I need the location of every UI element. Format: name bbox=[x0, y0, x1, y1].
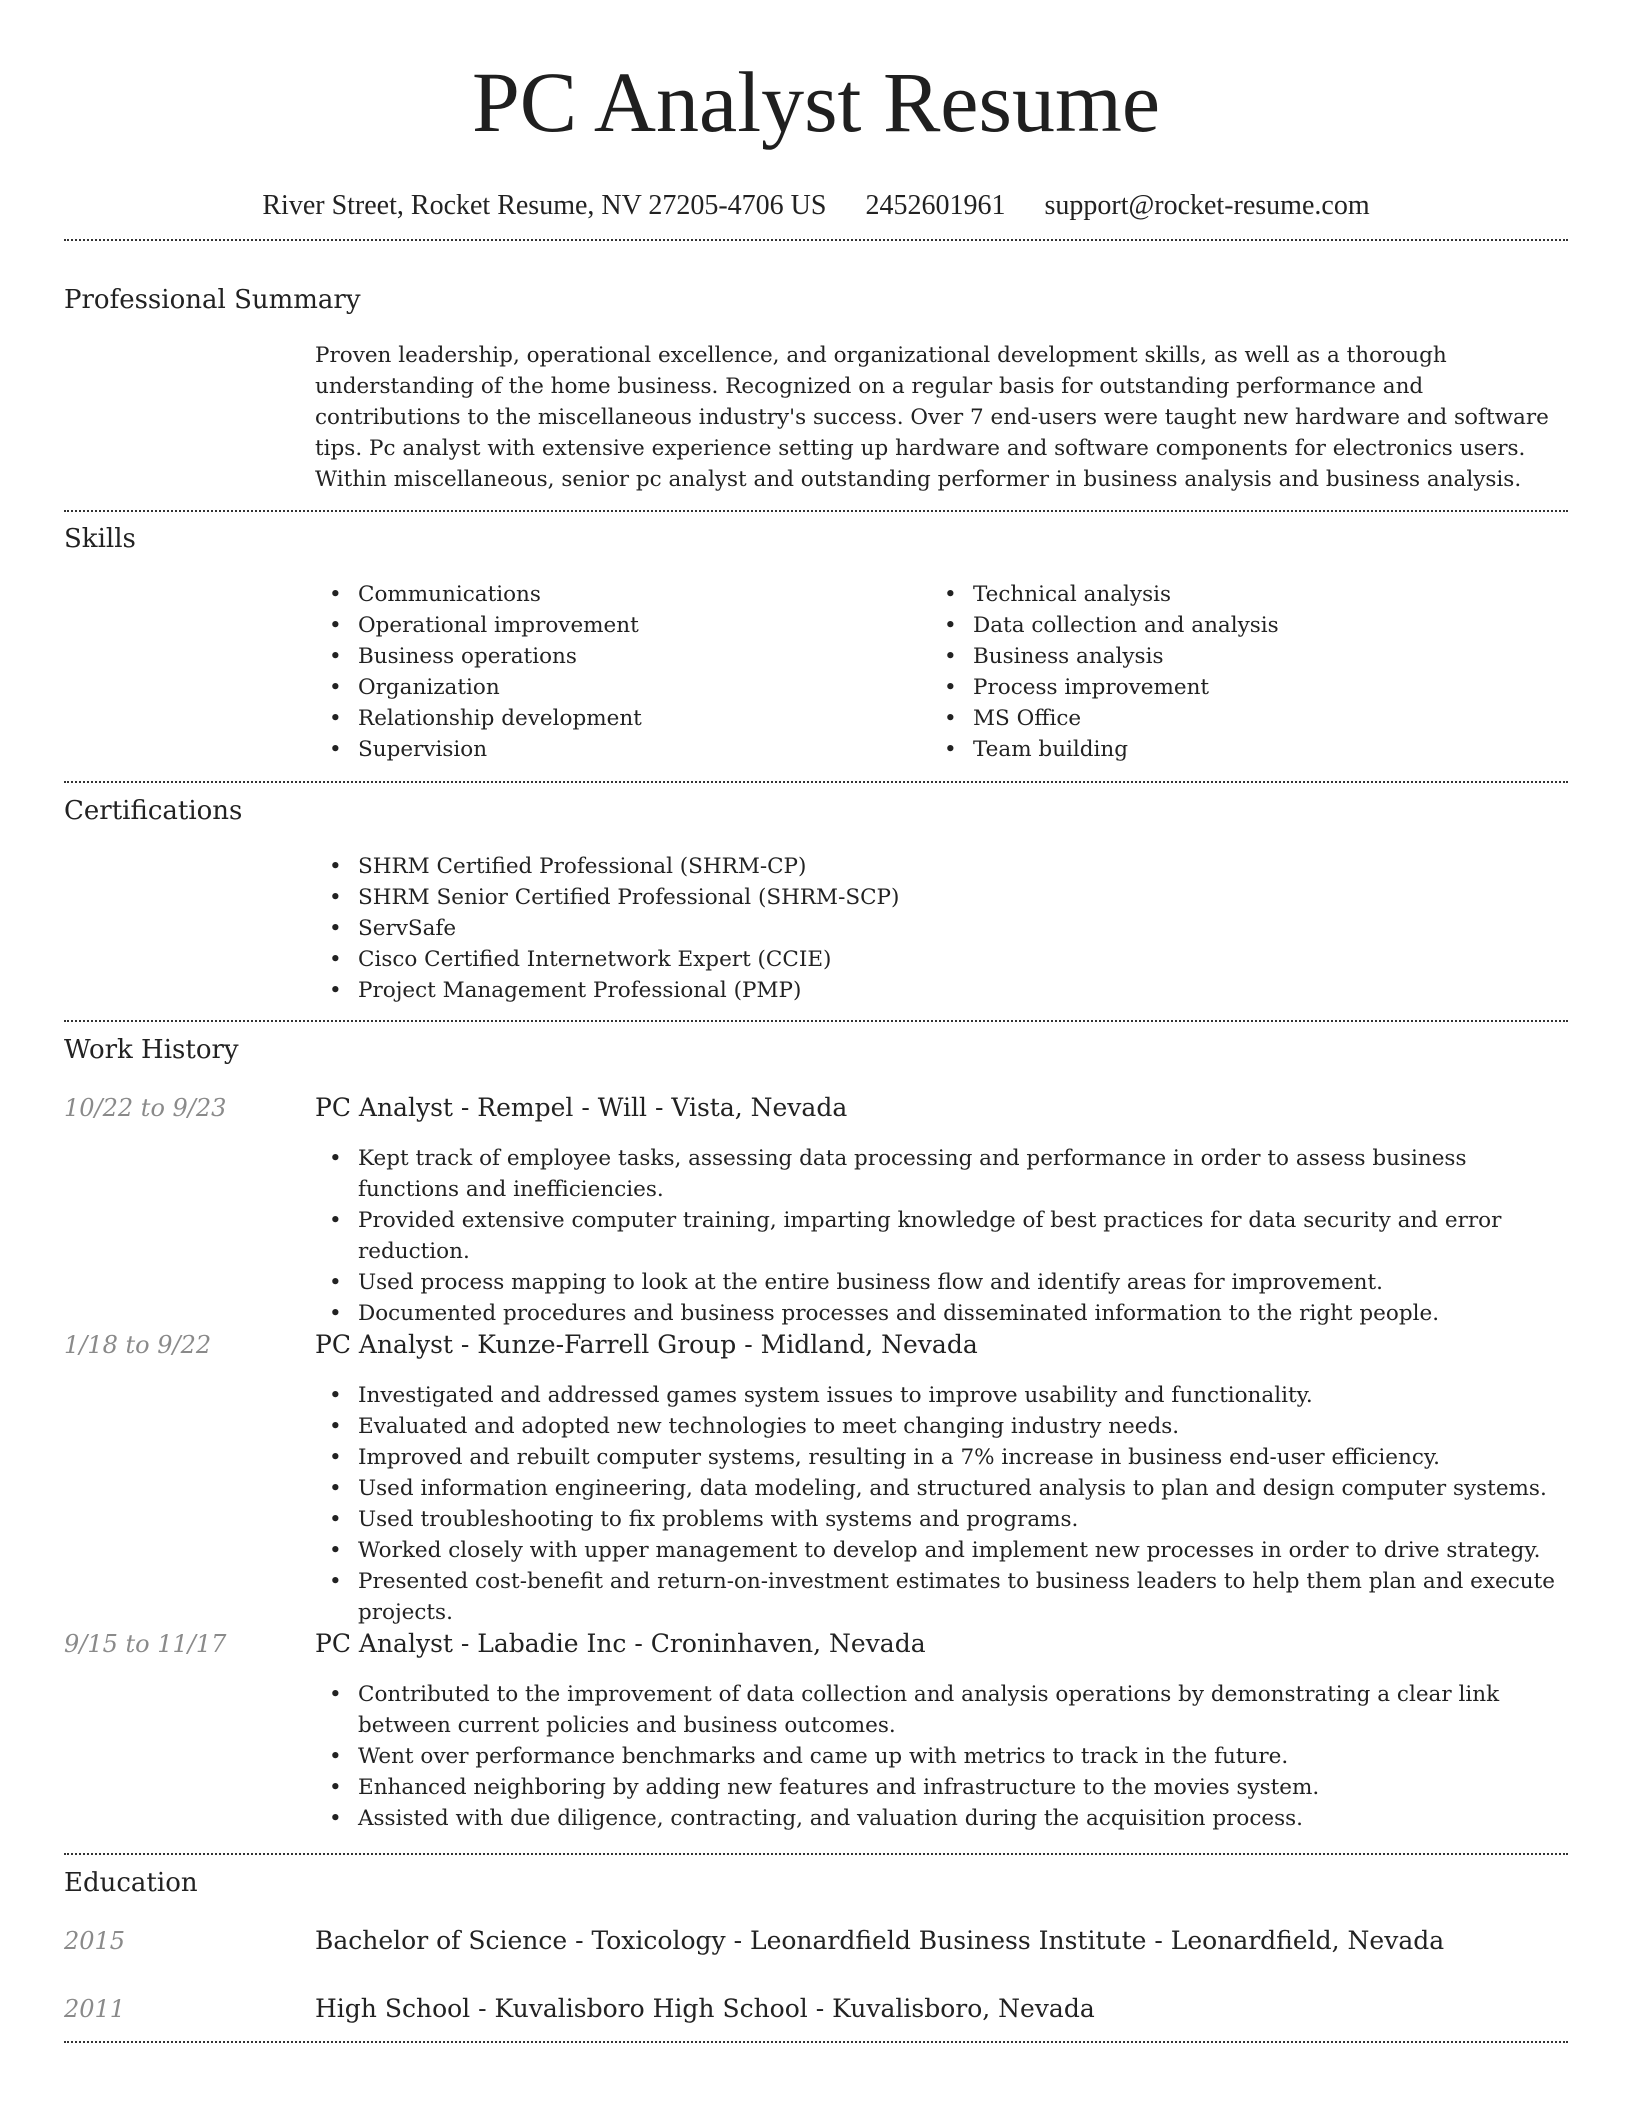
certification-item: • Project Management Professional (PMP) bbox=[315, 975, 1565, 1006]
education-year: 2011 bbox=[64, 1995, 126, 2023]
job-bullet: • Went over performance benchmarks and came up with metrics to track in the future. bbox=[315, 1741, 1565, 1772]
job-bullet: • Used information engineering, data modeling, and structured analysis to plan and design computer systems. bbox=[315, 1473, 1565, 1504]
contact-address: River Street, Rocket Resume, NV 27205-4706 US bbox=[262, 190, 827, 221]
skill-item: • Relationship development bbox=[315, 703, 915, 734]
skill-item: • Data collection and analysis bbox=[930, 610, 1550, 641]
job-bullet: • Presented cost-benefit and return-on-investment estimates to business leaders to help them plan and execute projects. bbox=[315, 1566, 1565, 1628]
job-title: PC Analyst - Labadie Inc - Croninhaven, Nevada bbox=[315, 1629, 926, 1658]
job-bullet: • Assisted with due diligence, contracting, and valuation during the acquisition process. bbox=[315, 1803, 1565, 1834]
job-bullet: • Evaluated and adopted new technologies to meet changing industry needs. bbox=[315, 1411, 1565, 1442]
section-heading-education: Education bbox=[64, 1868, 198, 1898]
section-heading-certifications: Certifications bbox=[64, 796, 243, 826]
section-heading-work: Work History bbox=[64, 1035, 239, 1065]
divider bbox=[64, 510, 1568, 512]
job-bullet: • Contributed to the improvement of data collection and analysis operations by demonstrating a clear link between current policies and business outcomes. bbox=[315, 1679, 1565, 1741]
skill-item: • Technical analysis bbox=[930, 579, 1550, 610]
divider bbox=[64, 1020, 1568, 1022]
divider bbox=[64, 781, 1568, 783]
job-dates: 1/18 to 9/22 bbox=[64, 1331, 212, 1359]
divider bbox=[64, 2041, 1568, 2043]
job-bullet: • Used troubleshooting to fix problems with systems and programs. bbox=[315, 1504, 1565, 1535]
job-bullets bbox=[315, 1679, 1565, 1834]
skill-item: • Communications bbox=[315, 579, 915, 610]
job-bullet: • Used process mapping to look at the entire business flow and identify areas for improvement. bbox=[315, 1267, 1565, 1298]
skills-list-right bbox=[930, 579, 1550, 765]
section-heading-skills: Skills bbox=[64, 524, 136, 554]
job-bullet: • Provided extensive computer training, imparting knowledge of best practices for data security and error reduction. bbox=[315, 1205, 1565, 1267]
job-bullet: • Documented procedures and business processes and disseminated information to the right people. bbox=[315, 1298, 1565, 1329]
education-year: 2015 bbox=[64, 1927, 126, 1955]
divider bbox=[64, 1853, 1568, 1855]
section-heading-summary: Professional Summary bbox=[64, 285, 361, 315]
education-degree: Bachelor of Science - Toxicology - Leonardfield Business Institute - Leonardfield, Nevada bbox=[315, 1926, 1445, 1955]
job-title: PC Analyst - Kunze-Farrell Group - Midland, Nevada bbox=[315, 1330, 978, 1359]
job-bullets bbox=[315, 1380, 1565, 1628]
education-degree: High School - Kuvalisboro High School - Kuvalisboro, Nevada bbox=[315, 1994, 1095, 2023]
job-bullet: • Investigated and addressed games system issues to improve usability and functionality. bbox=[315, 1380, 1565, 1411]
job-bullet: • Kept track of employee tasks, assessing data processing and performance in order to assess business functions and inefficiencies. bbox=[315, 1143, 1565, 1205]
job-title: PC Analyst - Rempel - Will - Vista, Nevada bbox=[315, 1093, 848, 1122]
certification-item: • SHRM Senior Certified Professional (SHRM-SCP) bbox=[315, 882, 1565, 913]
contact-line bbox=[0, 188, 1632, 224]
certifications-list bbox=[315, 851, 1565, 1006]
skills-list-left bbox=[315, 579, 915, 765]
job-bullet: • Worked closely with upper management to develop and implement new processes in order to drive strategy. bbox=[315, 1535, 1565, 1566]
skill-item: • Team building bbox=[930, 734, 1550, 765]
skill-item: • Supervision bbox=[315, 734, 915, 765]
skill-item: • Organization bbox=[315, 672, 915, 703]
certification-item: • Cisco Certified Internetwork Expert (CCIE) bbox=[315, 944, 1565, 975]
skill-item: • Process improvement bbox=[930, 672, 1550, 703]
job-dates: 9/15 to 11/17 bbox=[64, 1630, 227, 1658]
skill-item: • Business analysis bbox=[930, 641, 1550, 672]
summary-text: Proven leadership, operational excellence, and organizational development skills, as well as a thorough understanding of the home business. Recognized on a regular basis for outstanding performance and contributions to the miscellaneous industry's success. Over 7 end-users were taught new hardware and software tips. Pc analyst with extensive experience setting up hardware and software components for electronics users. Within miscellaneous, senior pc analyst and outstanding performer in business analysis and business analysis. bbox=[315, 343, 1549, 492]
contact-email: support@rocket-resume.com bbox=[1044, 190, 1370, 221]
skill-item: • Operational improvement bbox=[315, 610, 915, 641]
certification-item: • ServSafe bbox=[315, 913, 1565, 944]
job-bullets bbox=[315, 1143, 1565, 1329]
resume-title: PC Analyst Resume bbox=[471, 54, 1161, 150]
job-bullet: • Enhanced neighboring by adding new features and infrastructure to the movies system. bbox=[315, 1772, 1565, 1803]
job-bullet: • Improved and rebuilt computer systems, resulting in a 7% increase in business end-user efficiency. bbox=[315, 1442, 1565, 1473]
skill-item: • Business operations bbox=[315, 641, 915, 672]
divider bbox=[64, 239, 1568, 241]
job-dates: 10/22 to 9/23 bbox=[64, 1094, 227, 1122]
certification-item: • SHRM Certified Professional (SHRM-CP) bbox=[315, 851, 1565, 882]
skill-item: • MS Office bbox=[930, 703, 1550, 734]
contact-phone: 2452601961 bbox=[865, 190, 1006, 221]
